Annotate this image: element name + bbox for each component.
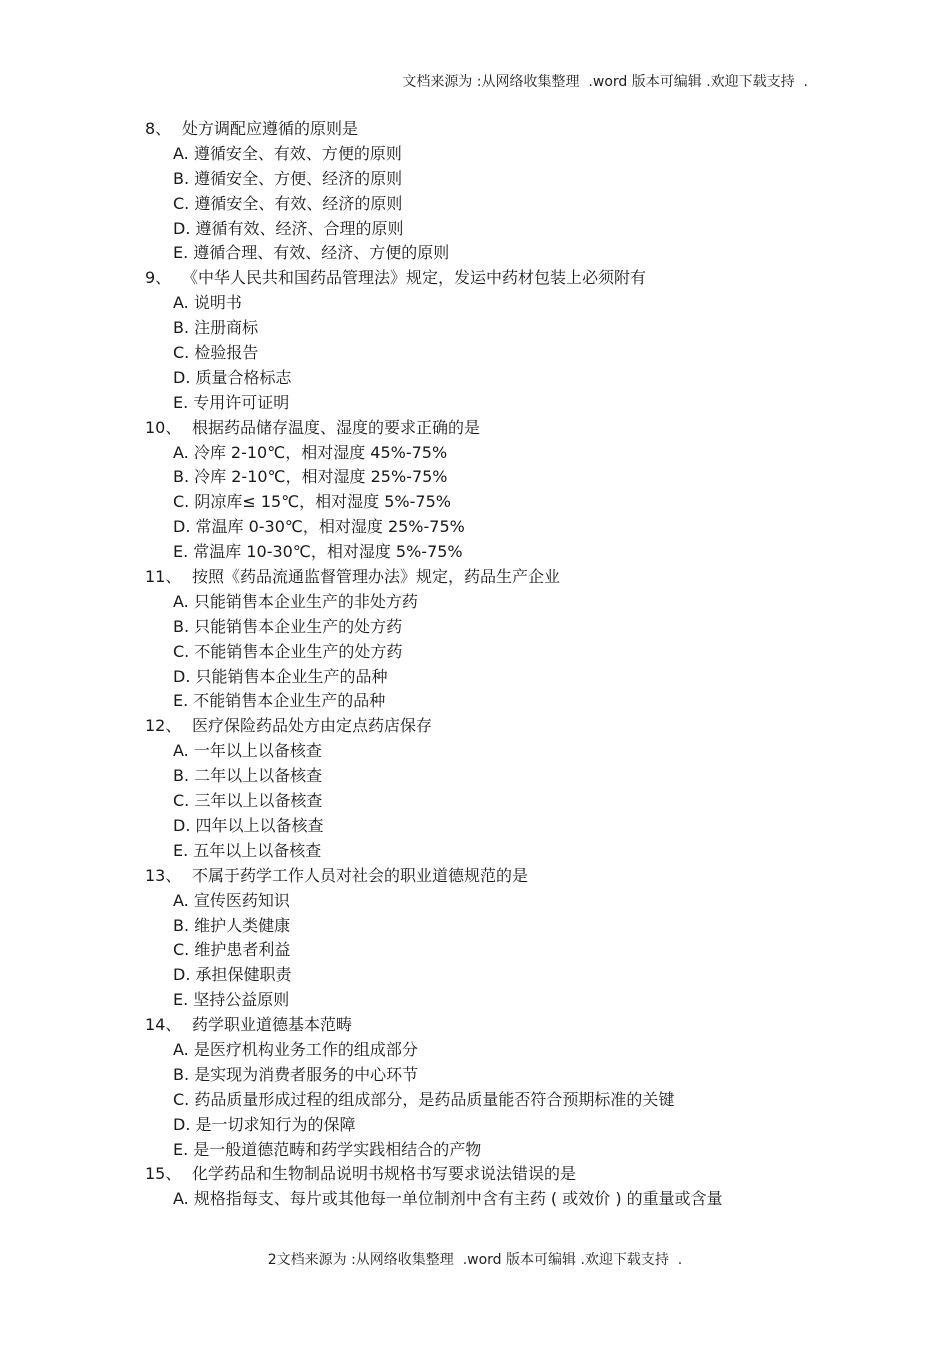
- option-b: B. 遵循安全、方便、经济的原则: [173, 168, 403, 188]
- question-text: 化学药品和生物制品说明书规格书写要求说法错误的是: [192, 1164, 577, 1184]
- option-e: E. 遵循合理、有效、经济、方便的原则: [173, 243, 450, 263]
- question-13: [145, 864, 825, 1013]
- option-e: E. 常温库 10-30℃，相对湿度 5%-75%: [173, 542, 463, 562]
- option-b: B. 维护人类健康: [173, 915, 291, 935]
- page-header: 文档来源为 :从网络收集整理 .word 版本可编辑 .欢迎下载支持 .: [402, 74, 808, 90]
- option-e: E. 五年以上以备核查: [173, 840, 322, 860]
- question-11: [145, 565, 825, 714]
- option-a: A. 宣传医药知识: [173, 890, 290, 910]
- question-text: 不属于药学工作人员对社会的职业道德规范的是: [192, 865, 529, 885]
- question-number: 11、: [145, 567, 182, 587]
- question-stem: [145, 864, 825, 889]
- option-b: B. 只能销售本企业生产的处方药: [173, 616, 403, 636]
- question-stem: [145, 117, 825, 142]
- option-e: E. 坚持公益原则: [173, 990, 290, 1010]
- option-b: B. 二年以上以备核查: [173, 766, 323, 786]
- option-a: A. 规格指每支、每片或其他每一单位制剂中含有主药 ( 或效价 ) 的重量或含量: [173, 1189, 723, 1209]
- option-c: C. 遵循安全、有效、经济的原则: [173, 193, 403, 213]
- question-text: 处方调配应遵循的原则是: [182, 119, 359, 138]
- question-list: [145, 117, 825, 1212]
- option-e: E. 不能销售本企业生产的品种: [173, 691, 386, 711]
- option-e: E. 是一般道德范畴和药学实践相结合的产物: [173, 1139, 482, 1159]
- option-d: D. 是一切求知行为的保障: [173, 1114, 356, 1134]
- option-a: A. 说明书: [173, 293, 242, 313]
- option-c: C. 检验报告: [173, 343, 259, 363]
- question-stem: [145, 416, 825, 441]
- question-text: 药学职业道德基本范畴: [192, 1015, 353, 1035]
- question-stem: [145, 1162, 825, 1187]
- question-14: [145, 1013, 825, 1162]
- question-text: 按照《药品流通监督管理办法》规定，药品生产企业: [192, 567, 561, 587]
- question-number: 10、: [145, 417, 182, 437]
- question-stem: [145, 1013, 825, 1038]
- option-a: A. 遵循安全、有效、方便的原则: [173, 143, 402, 163]
- question-number: 14、: [145, 1015, 182, 1035]
- question-stem: [145, 266, 825, 291]
- question-text: 《中华人民共和国药品管理法》规定，发运中药材包装上必须附有: [182, 268, 647, 288]
- option-a: A. 只能销售本企业生产的非处方药: [173, 591, 418, 611]
- option-d: D. 四年以上以备核查: [173, 815, 324, 835]
- question-text: 医疗保险药品处方由定点药店保存: [192, 716, 433, 736]
- option-d: D. 质量合格标志: [173, 367, 292, 387]
- option-a: A. 一年以上以备核查: [173, 741, 322, 761]
- question-8: [145, 117, 825, 266]
- question-10: [145, 416, 825, 565]
- option-b: B. 注册商标: [173, 318, 259, 338]
- option-c: C. 阴凉库≤ 15℃，相对湿度 5%-75%: [173, 492, 451, 512]
- option-d: D. 遵循有效、经济、合理的原则: [173, 218, 404, 238]
- option-a: A. 是医疗机构业务工作的组成部分: [173, 1039, 418, 1059]
- question-12: [145, 714, 825, 863]
- option-d: D. 只能销售本企业生产的品种: [173, 666, 388, 686]
- option-d: D. 常温库 0-30℃，相对湿度 25%-75%: [173, 517, 465, 537]
- question-stem: [145, 714, 825, 739]
- option-c: C. 三年以上以备核查: [173, 791, 323, 811]
- option-b: B. 是实现为消费者服务的中心环节: [173, 1064, 419, 1084]
- option-c: C. 药品质量形成过程的组成部分，是药品质量能否符合预期标准的关键: [173, 1089, 675, 1109]
- option-b: B. 冷库 2-10℃，相对湿度 25%-75%: [173, 467, 448, 487]
- question-number: 15、: [145, 1164, 182, 1184]
- question-number: 13、: [145, 865, 182, 885]
- option-d: D. 承担保健职责: [173, 965, 292, 985]
- question-stem: [145, 565, 825, 590]
- option-e: E. 专用许可证明: [173, 392, 290, 412]
- page-footer: 2文档来源为 :从网络收集整理 .word 版本可编辑 .欢迎下载支持 .: [267, 1252, 683, 1268]
- question-number: 9、: [145, 268, 172, 288]
- option-c: C. 维护患者利益: [173, 940, 291, 960]
- question-9: [145, 266, 825, 415]
- option-a: A. 冷库 2-10℃，相对湿度 45%-75%: [173, 442, 448, 462]
- question-number: 12、: [145, 716, 182, 736]
- question-text: 根据药品储存温度、湿度的要求正确的是: [192, 417, 481, 437]
- question-15: [145, 1162, 825, 1212]
- question-number: 8、: [145, 119, 172, 138]
- option-c: C. 不能销售本企业生产的处方药: [173, 641, 403, 661]
